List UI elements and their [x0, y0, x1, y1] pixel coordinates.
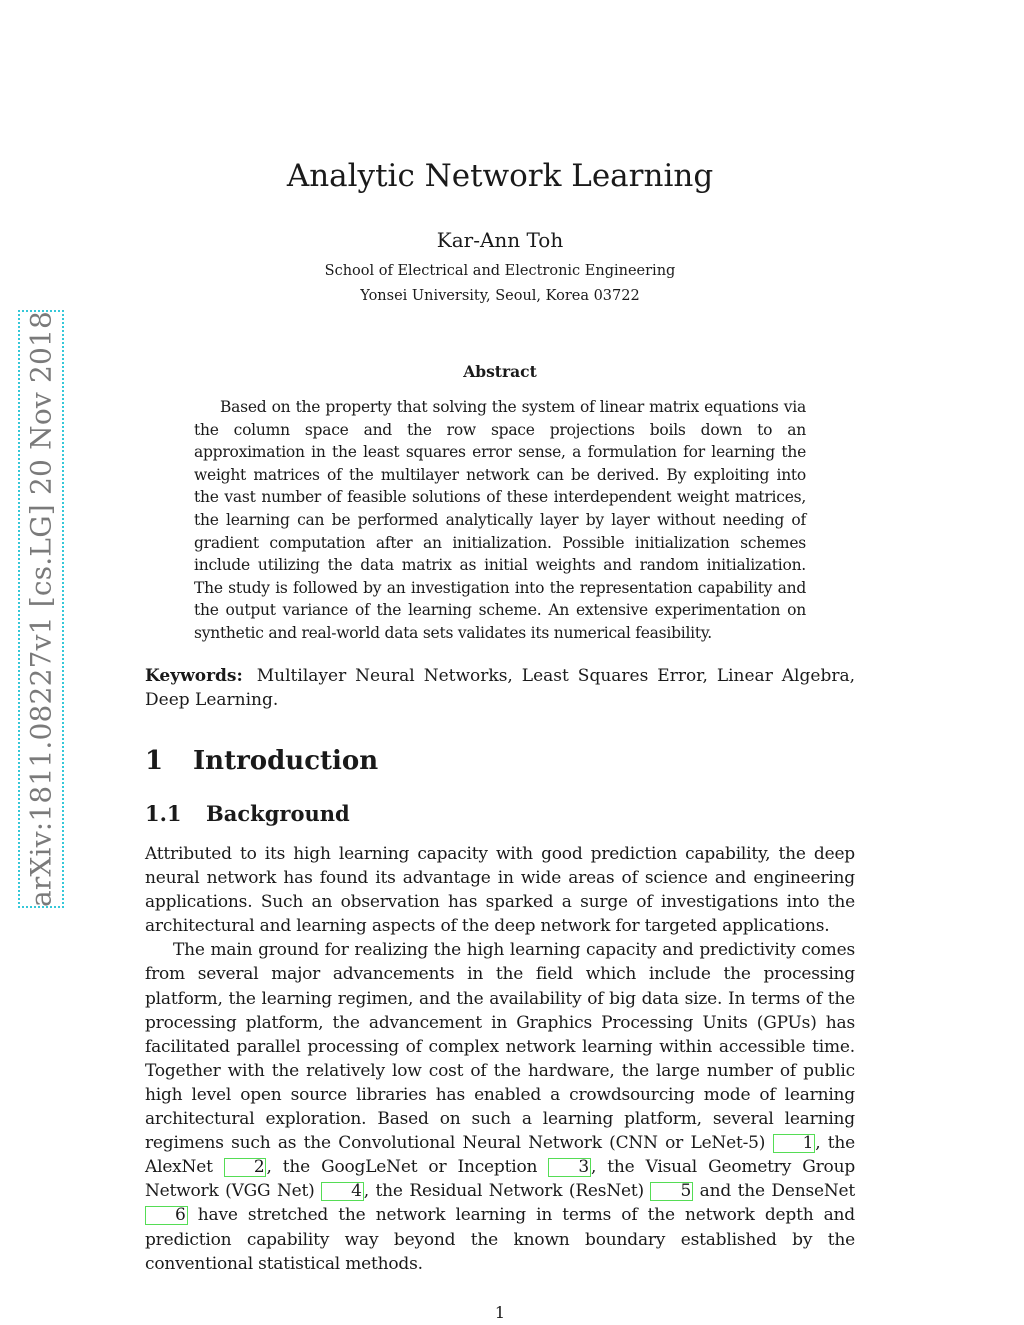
paragraph-1: Attributed to its high learning capacity with good prediction capability, the deep neural network has found its advantage in wide areas of science and engineering applications. Such an observation has sparked a surge of investigations into the architectural and learning aspects of the deep network for targeted applications. [145, 844, 855, 937]
abstract-text: Based on the property that solving the system of linear matrix equations via the column space and the row space projections boils down to an approximation in the least squares error sense, a formulation for learning the weight matrices of the multilayer network can be derived. By exploiting into the vast number of feasible solutions of these interdependent weight matrices, the learning can be performed analytically layer by layer without needing of gradient computation after an initialization. Possible initialization schemes include utilizing the data matrix as initial weights and random initialization. The study is followed by an investigation into the representation capability and the output variance of the learning scheme. An extensive experimentation on synthetic and real-world data sets validates its numerical feasibility. [194, 398, 806, 642]
paragraph-2-text: , the Residual Network (ResNet) [363, 1181, 651, 1202]
keywords-label: Keywords: [145, 666, 243, 686]
affiliation-university: Yonsei University, Seoul, Korea 03722 [360, 288, 640, 304]
author-name: Kar-Ann Toh [436, 228, 564, 252]
affiliation-department: School of Electrical and Electronic Engineering [324, 263, 676, 279]
abstract-heading: Abstract [463, 362, 537, 381]
citation-link-4[interactable]: 4 [321, 1182, 364, 1201]
paragraph-2-text: have stretched the network learning in terms of the network depth and prediction capability way beyond the known boundary established by the conventional statistical methods. [145, 1205, 855, 1274]
citation-link-3[interactable]: 3 [548, 1158, 591, 1177]
arxiv-id: arXiv:1811.08227v1 [cs.LG] 20 Nov 2018 [24, 310, 58, 908]
paragraph-2-text: , the Visual Geometry Group Network (VGG Net) [145, 1157, 855, 1202]
paragraph-2 [145, 938, 855, 1275]
keywords-text: Multilayer Neural Networks, Least Squares Error, Linear Algebra, Deep Learning. [145, 666, 855, 710]
paragraph-2-text: and the DenseNet [693, 1181, 856, 1202]
subsection-title: Background [206, 801, 350, 826]
page-number: 1 [494, 1303, 506, 1322]
keywords [145, 664, 855, 712]
section-title: Introduction [193, 746, 379, 776]
paragraph-2-text: The main ground for realizing the high learning capacity and predictivity comes from several major advancements in the field which include the processing platform, the learning regimen, and the availability of big data size. In terms of the processing platform, the advancement in Graphics Processing Units (GPUs) has facilitated parallel processing of complex network learning within accessible time. Together with the relatively low cost of the hardware, the large number of public high level open source libraries has enabled a crowdsourcing mode of learning architectural exploration. Based on such a learning platform, several learning regimens such as the Convolutional Neural Network (CNN or LeNet-5) [145, 940, 855, 1154]
citation-link-1[interactable]: 1 [773, 1134, 816, 1153]
subsection-heading [145, 801, 350, 826]
section-number: 1 [145, 746, 164, 776]
section-heading [145, 746, 378, 776]
body-text [145, 842, 855, 1276]
citation-link-2[interactable]: 2 [224, 1158, 267, 1177]
subsection-number: 1.1 [145, 801, 182, 826]
paper-title: Analytic Network Learning [286, 158, 714, 194]
paragraph-2-text: , the AlexNet [145, 1133, 856, 1178]
paragraph-2-text: , the GoogLeNet or Inception [266, 1157, 549, 1178]
citation-link-5[interactable]: 5 [650, 1182, 693, 1201]
citation-link-6[interactable]: 6 [145, 1206, 188, 1225]
arxiv-stamp [18, 310, 64, 908]
